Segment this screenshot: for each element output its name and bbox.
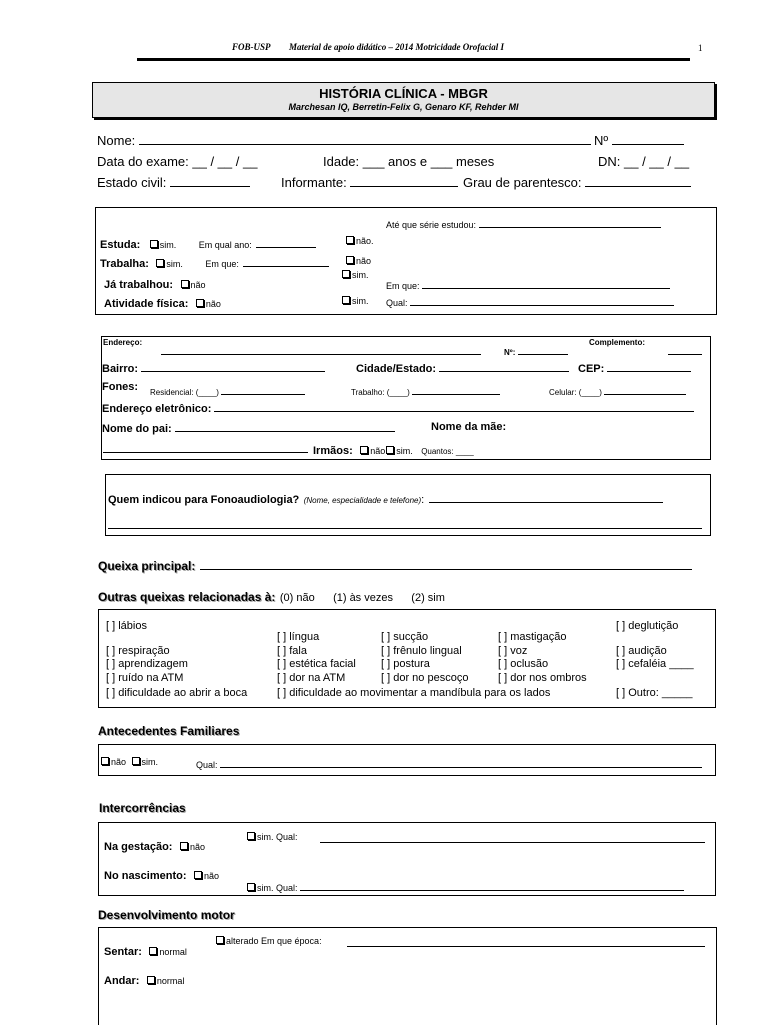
motor-title: Desenvolvimento motor [98,908,235,922]
outras-queixas-label: Outras queixas relacionadas à: [98,590,276,604]
cep-field[interactable] [607,361,691,372]
item-outro[interactable]: [ ] Outro: _____ [616,687,693,699]
alterado-field[interactable] [347,936,705,947]
title-box [92,82,715,118]
trabalha-sim-checkbox[interactable] [156,259,164,267]
item-dor-ombros[interactable]: [ ] dor nos ombros [498,672,587,684]
item-frenulo[interactable]: [ ] frênulo lingual [381,645,462,657]
em-que2-label: Em que: [386,281,420,291]
complemento-label: Complemento: [589,338,645,347]
sentar-normal-label: normal [159,947,187,957]
bairro-row [102,361,325,375]
rating-scale: (0) não (1) às vezes (2) sim [279,592,445,604]
gestacao-qual-field[interactable] [320,832,705,843]
gestacao-sim-label: sim. Qual: [257,832,298,842]
ja-trabalhou-sim-label: sim. [352,270,369,280]
alterado-checkbox[interactable] [216,936,224,944]
header-rule [137,58,690,61]
family-qual-label: Qual: [196,760,218,770]
qual-row [386,295,674,308]
informante-label: Informante: [281,175,347,190]
sentar-label: Sentar: [104,946,142,958]
atividade-sim-checkbox[interactable] [342,296,350,304]
nome-label: Nome: [97,133,136,148]
grau-field[interactable] [585,176,691,187]
em-que-label: Em que: [205,259,239,269]
mae-field[interactable] [103,442,308,453]
queixa-row [98,557,692,575]
ja-trabalhou-nao-label: não [190,280,206,290]
andar-normal-checkbox[interactable] [147,976,155,984]
trabalha-row [100,254,329,272]
item-aprendizagem[interactable]: [ ] aprendizagem [106,658,188,670]
numero-field[interactable] [612,134,684,145]
celular-field[interactable] [604,384,686,395]
quantos-field[interactable]: Quantos: ____ [421,447,474,456]
family-nao-checkbox[interactable] [101,757,109,765]
estado-civil-label: Estado civil: [97,175,167,190]
family-row [101,757,158,767]
estado-civil-field[interactable] [170,176,250,187]
numero-addr-field[interactable] [518,344,568,355]
atividade-label: Atividade física: [104,298,189,310]
queixa-principal-label: Queixa principal: [98,559,196,573]
estuda-sim-checkbox[interactable] [150,240,158,248]
family-title: Antecedentes Familiares [98,724,240,738]
page-number: 1 [698,43,703,53]
cidade-field[interactable] [439,361,569,372]
item-dificuldade-abrir[interactable]: [ ] dificuldade ao abrir a boca [106,687,248,699]
pai-row [102,421,395,435]
complemento-field[interactable] [668,344,702,355]
alterado-label: alterado Em que época: [226,936,322,946]
trabalha-sim-label: sim. [166,259,183,269]
item-voz[interactable]: [ ] voz [498,645,528,657]
item-dor-pescoco[interactable]: [ ] dor no pescoço [381,672,469,684]
trabalho-field[interactable] [412,384,500,395]
andar-row [104,971,184,989]
andar-label: Andar: [104,975,140,987]
nome-field[interactable] [139,134,591,145]
intercurrences-title: Intercorrências [99,801,186,815]
numero-addr [504,344,568,357]
referral-hint: (Nome, especialidade e telefone) [303,496,422,505]
item-fala[interactable]: [ ] fala [277,645,307,657]
mae-label: Nome da mãe: [431,421,507,433]
atividade-nao-label: não [205,299,221,309]
numero-label: Nº [594,133,609,148]
trabalha-label: Trabalha: [100,258,149,270]
trabalha-nao-label: não [356,256,372,266]
email-label: Endereço eletrônico: [102,403,212,415]
queixa-principal-field[interactable] [200,559,692,570]
cidade-row [356,361,569,375]
estuda-nao-label: não. [356,236,374,246]
alterado-row [216,936,322,946]
residencial-row [150,384,305,397]
header-left: FOB-USP [232,42,271,52]
residencial-label: Residencial: (____) [150,388,219,397]
ja-trabalhou-label: Já trabalhou: [104,279,174,291]
sentar-normal-checkbox[interactable] [149,947,157,955]
item-oclusao[interactable]: [ ] oclusão [498,658,549,670]
nascimento-row [104,866,219,884]
page-title: HISTÓRIA CLÍNICA - MBGR [319,86,488,101]
ja-trabalhou-sim [342,270,369,280]
item-postura[interactable]: [ ] postura [381,658,430,670]
ate-serie-label: Até que série estudou: [386,220,477,230]
outras-row [98,588,445,606]
informante-field[interactable] [350,176,458,187]
item-mastigacao[interactable]: [ ] mastigação [498,631,567,643]
em-que2-row [386,278,670,291]
referral-colon: : [421,494,425,506]
em-qual-ano-label: Em qual ano: [198,240,252,250]
celular-label: Celular: (____) [549,388,602,397]
ja-trabalhou-row [104,275,206,293]
family-nao-label: não [111,757,127,767]
em-qual-ano-field[interactable] [256,237,316,248]
estuda-label: Estuda: [100,239,141,251]
item-succao[interactable]: [ ] sucção [381,631,429,643]
nascimento-nao-label: não [203,871,219,881]
fones-label: Fones: [102,381,139,393]
atividade-nao-checkbox[interactable] [196,299,204,307]
numero-row [594,133,684,148]
irmaos-nao-checkbox[interactable] [360,446,368,454]
item-respiracao[interactable]: [ ] respiração [106,645,170,657]
email-row [102,401,694,415]
header-middle: Material de apoio didático – 2014 Motricidade Orofacial I [289,42,504,52]
dn[interactable]: DN: __ / __ / __ [598,154,690,169]
cep-label: CEP: [578,363,605,375]
informante-row [281,175,458,190]
cep-row [578,361,691,375]
atividade-sim [342,296,369,306]
item-dificuldade-mover[interactable]: [ ] dificuldade ao movimentar a mandíbula para os lados [277,687,551,699]
grau-label: Grau de parentesco: [463,175,582,190]
gestacao-row [104,837,205,855]
nascimento-sim-checkbox[interactable] [247,883,255,891]
atividade-sim-label: sim. [352,296,369,306]
estuda-row [100,235,316,253]
irmaos-label: Irmãos: [313,445,353,457]
data-exame[interactable]: Data do exame: __ / __ / __ [97,154,258,169]
nascimento-label: No nascimento: [104,870,187,882]
grau-row [463,175,691,190]
email-field[interactable] [214,401,694,412]
gestacao-nao-checkbox[interactable] [180,842,188,850]
estuda-nao-checkbox[interactable] [346,236,354,244]
celular-row [549,384,686,397]
nascimento-nao-checkbox[interactable] [194,871,202,879]
em-que2-field[interactable] [422,278,670,289]
item-audicao[interactable]: [ ] audição [616,645,667,657]
estado-civil-row [97,175,250,190]
nascimento-qual-field[interactable] [300,880,684,891]
bairro-field[interactable] [141,361,325,372]
referral-field-2[interactable] [108,518,702,529]
nascimento-sim-row [247,880,684,893]
irmaos-row [313,441,474,459]
ate-serie-field[interactable] [479,217,661,228]
residencial-field[interactable] [221,384,305,395]
pai-label: Nome do pai: [102,423,172,435]
endereco-field[interactable] [161,344,481,355]
family-sim-checkbox[interactable] [132,757,140,765]
atividade-row [104,294,221,312]
andar-normal-label: normal [156,976,185,986]
family-qual-row [196,757,702,770]
idade[interactable]: Idade: ___ anos e ___ meses [323,154,495,169]
irmaos-sim-label: sim. [396,446,413,456]
trabalha-nao-checkbox[interactable] [346,256,354,264]
ate-serie-row [386,217,661,230]
trabalha-nao [346,256,371,266]
gestacao-sim-checkbox[interactable] [247,832,255,840]
item-cefaleia[interactable]: [ ] cefaléia ____ [616,658,694,670]
gestacao-label: Na gestação: [104,841,173,853]
trabalho-row [351,384,500,397]
gestacao-sim-row [247,832,298,842]
gestacao-nao-label: não [189,842,205,852]
bairro-label: Bairro: [102,363,139,375]
estuda-nao [346,236,374,246]
authors: Marchesan IQ, Berretin-Felix G, Genaro KF, Rehder MI [288,102,519,112]
item-ruido-atm[interactable]: [ ] ruído na ATM [106,672,184,684]
nascimento-sim-label: sim. Qual: [257,883,298,893]
item-degluticao[interactable]: [ ] deglutição [616,620,679,632]
irmaos-sim-checkbox[interactable] [386,446,394,454]
trabalho-label: Trabalho: (____) [351,388,410,397]
item-estetica[interactable]: [ ] estética facial [277,658,356,670]
item-labios[interactable]: [ ] lábios [106,620,147,632]
irmaos-nao-label: não [370,446,386,456]
sentar-row [104,942,187,960]
family-qual-field[interactable] [220,757,702,768]
referral-label: Quem indicou para Fonoaudiologia? [108,494,300,506]
estuda-sim-label: sim. [159,240,177,250]
ja-trabalhou-sim-checkbox[interactable] [342,270,350,278]
nome-row [97,133,591,148]
endereco-label: Endereço: [103,338,143,347]
qual-field[interactable] [410,295,674,306]
item-lingua[interactable]: [ ] língua [277,631,320,643]
family-sim-label: sim. [141,757,159,767]
cidade-label: Cidade/Estado: [356,363,437,375]
referral-field[interactable] [429,492,663,503]
em-que-field[interactable] [243,256,329,267]
item-dor-atm[interactable]: [ ] dor na ATM [277,672,346,684]
referral-row [108,490,663,508]
ja-trabalhou-nao-checkbox[interactable] [181,280,189,288]
numero-addr-label: Nº: [504,348,516,357]
pai-field[interactable] [175,421,395,432]
qual-label: Qual: [386,298,408,308]
